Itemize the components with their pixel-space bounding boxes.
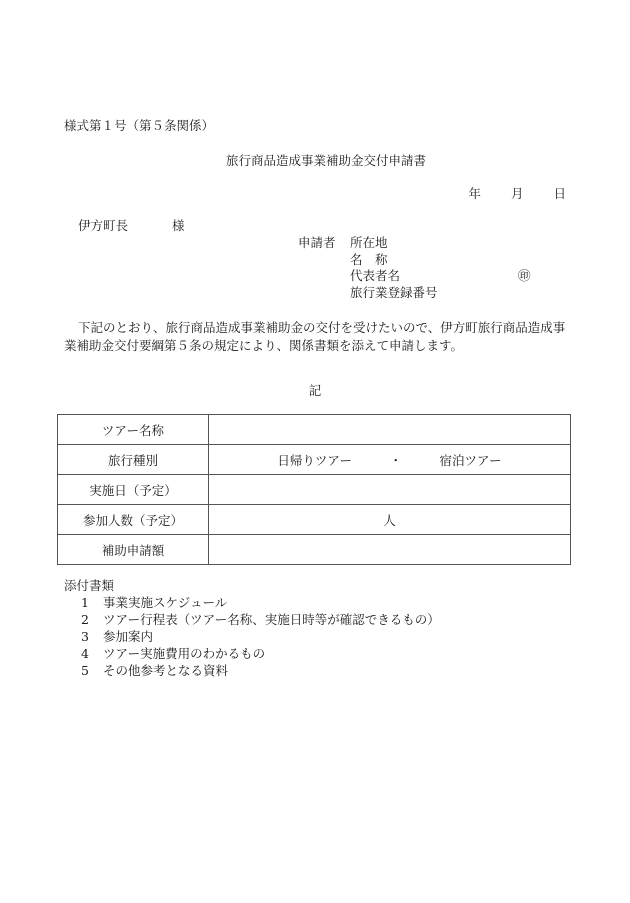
applicant-address-label: 所在地 [350, 235, 388, 250]
table-row [58, 475, 571, 505]
item-text: 事業実施スケジュール [103, 595, 228, 610]
list-item [81, 612, 440, 628]
body-text: 下記のとおり、旅行商品造成事業補助金の交付を受けたいので、伊方町旅行商品造成事業補助金交付要綱第５条の規定により、関係書類を添えて申請します。 [64, 320, 566, 353]
item-number: 3 [81, 629, 89, 644]
addressee-honorific: 様 [172, 218, 185, 233]
row-label-participants: 参加人数（予定） [58, 505, 209, 535]
applicant-name-label: 名 称 [350, 252, 388, 267]
date-year: 年 [468, 186, 481, 201]
item-text: ツアー行程表（ツアー名称、実施日時等が確認できるもの） [103, 612, 440, 627]
addressee [78, 218, 185, 234]
date-day: 日 [553, 186, 566, 201]
amount-field[interactable] [209, 535, 571, 565]
table-row [58, 505, 571, 535]
applicant-label: 申請者 [298, 235, 336, 250]
list-item [81, 663, 228, 679]
detail-table [57, 414, 571, 565]
list-item [81, 629, 153, 645]
document-title: 旅行商品造成事業補助金交付申請書 [225, 153, 426, 168]
date-field[interactable] [209, 475, 571, 505]
ki-heading: 記 [308, 383, 322, 398]
row-label-travel-type: 旅行種別 [58, 445, 209, 475]
travel-type-field[interactable]: 日帰りツアー ・ 宿泊ツアー [209, 445, 571, 475]
item-text: その他参考となる資料 [103, 663, 229, 678]
row-label-date: 実施日（予定） [58, 475, 209, 505]
list-item [81, 646, 265, 662]
list-item [81, 595, 227, 611]
table-row [58, 415, 571, 445]
tour-name-field[interactable] [209, 415, 571, 445]
table-row [58, 445, 571, 475]
seal-icon: ㊞ [518, 268, 531, 283]
item-number: 4 [81, 646, 89, 661]
addressee-name: 伊方町長 [78, 218, 129, 233]
item-number: 1 [81, 595, 89, 610]
row-label-amount: 補助申請額 [58, 535, 209, 565]
item-text: 参加案内 [103, 629, 154, 644]
item-text: ツアー実施費用のわかるもの [103, 646, 266, 661]
item-number: 2 [81, 612, 89, 627]
table-row [58, 535, 571, 565]
attachments-heading: 添付書類 [64, 578, 115, 593]
item-number: 5 [81, 663, 89, 678]
participants-field[interactable]: 人 [209, 505, 571, 535]
date-month: 月 [510, 186, 524, 201]
applicant-representative-label: 代表者名 [350, 268, 401, 283]
form-number: 様式第１号（第５条関係） [64, 118, 215, 133]
row-label-tour-name: ツアー名称 [58, 415, 209, 445]
date-line [468, 186, 566, 202]
applicant-registration-label: 旅行業登録番号 [350, 285, 438, 300]
